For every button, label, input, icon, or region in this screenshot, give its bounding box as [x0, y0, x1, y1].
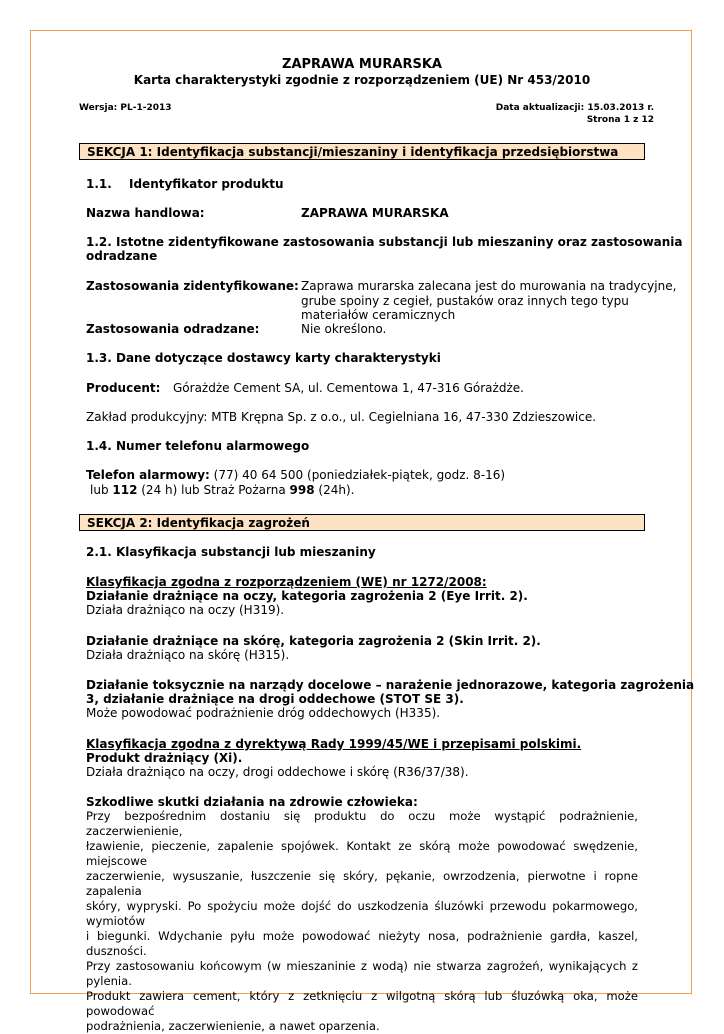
identified-uses-line2: grube spoiny z cegieł, pustaków oraz innych tego typu: [301, 294, 629, 308]
advised-against-label: Zastosowania odradzane:: [86, 322, 260, 336]
s12-title-line2: odradzane: [86, 249, 158, 263]
phone-text-e: (24h).: [314, 483, 355, 497]
stot-heading-line2: 3, działanie drażniące na drogi oddechowe (STOT SE 3).: [86, 692, 464, 706]
identified-uses-line1: Zaprawa murarska zalecana jest do murowania na tradycyjne,: [301, 279, 677, 293]
emergency-phone-line2: [90, 483, 354, 498]
document-subtitle: Karta charakterystyki zgodnie z rozporządzeniem (UE) Nr 453/2010: [133, 73, 591, 87]
s21-title: 2.1. Klasyfikacja substancji lub mieszaniny: [86, 545, 376, 559]
health-effects-heading: Szkodliwe skutki działania na zdrowie człowieka:: [86, 795, 418, 809]
skin-irrit-text: Działa drażniąco na skórę (H315).: [86, 648, 290, 662]
stot-heading-line1: Działanie toksycznie na narządy docelowe – narażenie jednorazowe, kategoria zagrożenia: [86, 678, 695, 692]
s11-number: 1.1.: [86, 177, 112, 191]
phone-number-998: 998: [289, 483, 315, 497]
clp-classification-heading: Klasyfikacja zgodna z rozporządzeniem (WE) nr 1272/2008:: [86, 575, 487, 589]
health-line: Przy bezpośrednim dostaniu się produktu do oczu może wystąpić podrażnienie, zaczerwienienie,: [86, 809, 638, 838]
s13-title: 1.3. Dane dotyczące dostawcy karty charakterystyki: [86, 351, 441, 365]
health-line: Produkt zawiera cement, który z zetknięciu z wilgotną skórą lub śluzówką oka, może powodować: [86, 989, 638, 1018]
health-line: i biegunki. Wdychanie pyłu może powodować nieżyty nosa, podrażnienie gardła, kaszel, duszności.: [86, 929, 638, 958]
version-label: Wersja: PL-1-2013: [79, 103, 172, 113]
producer-value: Górażdże Cement SA, ul. Cementowa 1, 47-316 Górażdże.: [173, 381, 524, 395]
production-plant: Zakład produkcyjny: MTB Krępna Sp. z o.o., ul. Cegielniana 16, 47-330 Zdzieszowice.: [86, 410, 597, 424]
health-line: Przy zastosowaniu końcowym (w mieszaninie z wodą) nie stwarza zagrożeń, wynikających z pylenia.: [86, 959, 638, 988]
update-date: Data aktualizacji: 15.03.2013 r.: [495, 103, 654, 113]
producer-label: Producent:: [86, 381, 161, 395]
health-line: podrażnienia, zaczerwienienie, a nawet oparzenia.: [86, 1019, 380, 1033]
page-number: Strona 1 z 12: [586, 115, 654, 125]
stot-text: Może powodować podrażnienie dróg oddechowych (H335).: [86, 706, 441, 720]
eye-irrit-text: Działa drażniąco na oczy (H319).: [86, 603, 285, 617]
directive-text: Działa drażniąco na oczy, drogi oddechowe i skórę (R36/37/38).: [86, 765, 469, 779]
identified-uses-label: Zastosowania zidentyfikowane:: [86, 279, 299, 293]
emergency-phone-line1: [86, 468, 505, 483]
health-line: zaczerwienie, wysuszanie, łuszczenie się skóry, pękanie, owrzodzenia, pierwotne i ropne zapalenia: [86, 869, 638, 898]
identified-uses-line3: materiałów ceramicznych: [301, 308, 456, 322]
document-title: ZAPRAWA MURARSKA: [282, 57, 442, 72]
s14-title: 1.4. Numer telefonu alarmowego: [86, 439, 310, 453]
emergency-phone-value: (77) 40 64 500 (poniedziałek-piątek, godz. 8-16): [209, 468, 506, 482]
section-1-heading: SEKCJA 1: Identyfikacja substancji/mieszaniny i identyfikacja przedsiębiorstwa: [79, 143, 645, 160]
emergency-phone-label: Telefon alarmowy:: [86, 468, 210, 482]
s11-title: Identyfikator produktu: [129, 177, 284, 191]
phone-number-112: 112: [112, 483, 138, 497]
directive-product-class: Produkt drażniący (Xi).: [86, 751, 243, 765]
eye-irrit-heading: Działanie drażniące na oczy, kategoria zagrożenia 2 (Eye Irrit. 2).: [86, 589, 528, 603]
health-line: skóry, wypryski. Po spożyciu może dojść do uszkodzenia śluzówki przewodu pokarmowego, wymiotów: [86, 899, 638, 928]
trade-name-label: Nazwa handlowa:: [86, 206, 205, 220]
phone-text-c: (24 h) lub Straż Pożarna: [137, 483, 290, 497]
health-effects-paragraph: [86, 809, 638, 1034]
trade-name-value: ZAPRAWA MURARSKA: [301, 206, 449, 220]
advised-against-value: Nie określono.: [301, 322, 387, 336]
phone-text-a: lub: [90, 483, 113, 497]
section-2-heading: SEKCJA 2: Identyfikacja zagrożeń: [79, 514, 645, 531]
s12-title-line1: 1.2. Istotne zidentyfikowane zastosowania substancji lub mieszaniny oraz zastosowania: [86, 235, 683, 249]
directive-classification-heading: Klasyfikacja zgodna z dyrektywą Rady 1999/45/WE i przepisami polskimi.: [86, 737, 582, 751]
health-line: łzawienie, pieczenie, zapalenie spojówek. Kontakt ze skórą może powodować swędzenie, miejscowe: [86, 839, 638, 868]
skin-irrit-heading: Działanie drażniące na skórę, kategoria zagrożenia 2 (Skin Irrit. 2).: [86, 634, 541, 648]
